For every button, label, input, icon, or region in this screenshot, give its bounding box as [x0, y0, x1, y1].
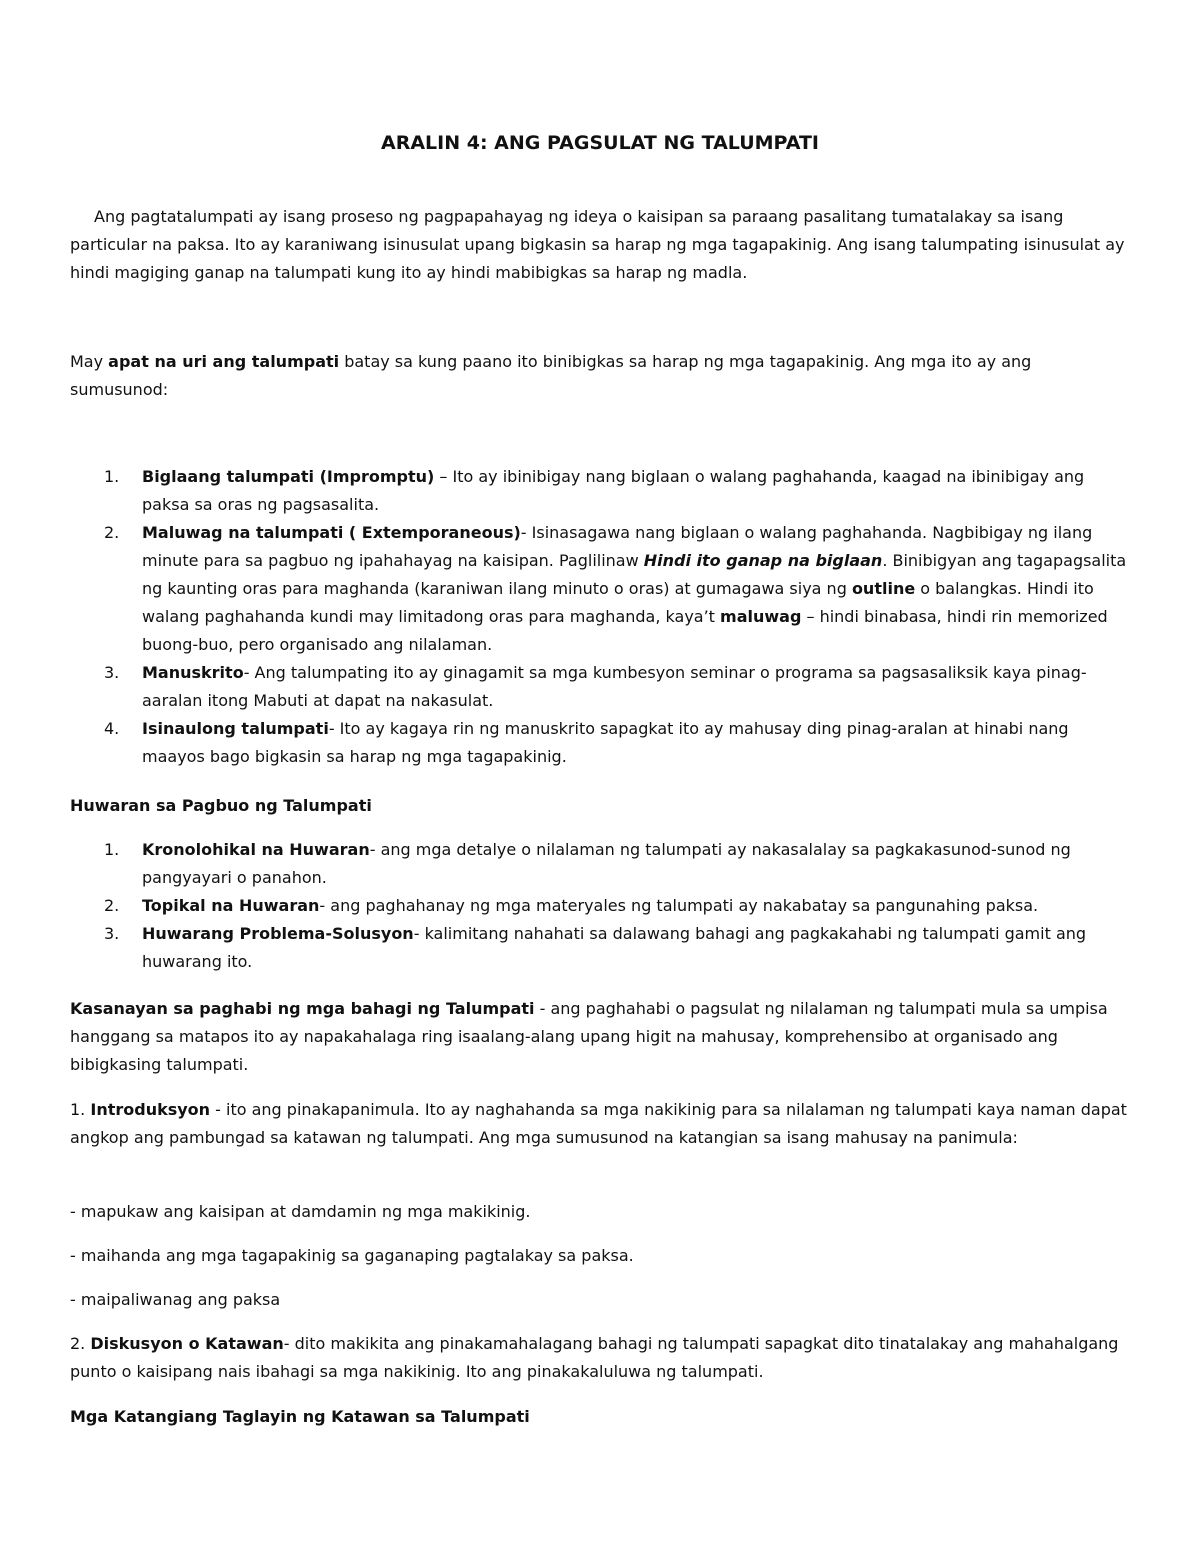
list-number: 4. [104, 719, 120, 738]
list-item [70, 463, 1132, 519]
uri-bold: apat na uri ang talumpati [108, 352, 340, 371]
page-title: ARALIN 4: ANG PAGSULAT NG TALUMPATI [381, 132, 819, 154]
list-item-term: Manuskrito [142, 663, 244, 682]
list-item-text: - kalimitang nahahati sa dalawang bahagi ang pagkakahabi ng talumpati gamit ang huwarang ito. [142, 924, 1087, 971]
diskusyon-term: Diskusyon o Katawan [90, 1334, 284, 1353]
kasanayan-term: Kasanayan sa paghabi ng mga bahagi ng Talumpati [70, 999, 535, 1018]
introduksyon-term: Introduksyon [90, 1100, 211, 1119]
kasanayan-text: - ang paghahabi o pagsulat ng nilalaman ng talumpati mula sa umpisa hanggang sa matapos ito ay napakahalaga ring isaalang-alang upang higit na mahusay, komprehensibo at organisado ang bibigkasing talumpati. [70, 999, 1108, 1074]
list-item-term: Biglaang talumpati (Impromptu) [142, 467, 435, 486]
bullet-line: - maihanda ang mga tagapakinig sa gaganaping pagtalakay sa paksa. [70, 1246, 634, 1265]
list-item-term: Maluwag na talumpati ( Extemporaneous) [142, 523, 521, 542]
list-item-term: Isinaulong talumpati [142, 719, 329, 738]
outline-term: outline [851, 579, 916, 598]
list-item-term: Topikal na Huwaran [142, 896, 320, 915]
diskusyon-paragraph [70, 1330, 1132, 1386]
list-number: 3. [104, 663, 120, 682]
list-item [70, 920, 1132, 976]
uri-post: batay sa kung paano ito binibigkas sa harap ng mga tagapakinig. Ang mga ito ay ang sumusunod: [70, 352, 1032, 399]
kasanayan-paragraph [70, 995, 1132, 1079]
list-item [70, 659, 1132, 715]
list-item-text: - Ito ay kagaya rin ng manuskrito sapagkat ito ay mahusay ding pinag-aralan at hinabi nang maayos bago bigkasin sa harap ng mga tagapakinig. [142, 719, 1069, 766]
list-item-text: o balangkas. Hindi ito walang paghahanda kundi may limitadong oras para maghanda, kaya’t [142, 579, 1094, 626]
list-item-text: – Ito ay ibinibigay nang biglaan o walang paghahanda, kaagad na ibinibigay ang paksa sa oras ng pagsasalita. [142, 467, 1085, 514]
list-item [70, 892, 1132, 920]
list-item-text: - ang mga detalye o nilalaman ng talumpati ay nakasalalay sa pagkakasunod-sunod ng pangyayari o panahon. [142, 840, 1071, 887]
bullet-line: - mapukaw ang kaisipan at damdamin ng mga makikinig. [70, 1202, 531, 1221]
uri-list [70, 463, 1132, 771]
list-item-text: - ang paghahanay ng mga materyales ng talumpati ay nakabatay sa pangunahing paksa. [319, 896, 1039, 915]
list-item-text: - Ang talumpating ito ay ginagamit sa mga kumbesyon seminar o programa sa pagsasaliksik kaya pinag-aaralan itong Mabuti at dapat na nakasulat. [142, 663, 1087, 710]
maluwag-term: maluwag [720, 607, 802, 626]
huwaran-heading: Huwaran sa Pagbuo ng Talumpati [70, 796, 372, 815]
list-number: 3. [104, 924, 120, 943]
list-number: 1. [104, 467, 120, 486]
list-number: 2. [104, 896, 120, 915]
introduksyon-text: - ito ang pinakapanimula. Ito ay naghahanda sa mga nakikinig para sa nilalaman ng talumpati kaya naman dapat angkop ang pambungad sa katawan ng talumpati. Ang mga sumusunod na katangian sa isang mahusay na panimula: [70, 1100, 1127, 1147]
list-number: 1. [104, 840, 120, 859]
intro-paragraph: Ang pagtatalumpati ay isang proseso ng pagpapahayag ng ideya o kaisipan sa paraang pasalitang tumatalakay sa isang particular na paksa. Ito ay karaniwang isinusulat upang bigkasin sa harap ng mga tagapakinig. Ang isang talumpating isinusulat ay hindi magiging ganap na talumpati kung ito ay hindi mabibigkas sa harap ng madla. [70, 207, 1125, 282]
diskusyon-text: - dito makikita ang pinakamahalagang bahagi ng talumpati sapagkat dito tinatalakay ang mahahalgang punto o kaisipang nais ibahagi sa mga nakikinig. Ito ang pinakakaluluwa ng talumpati. [70, 1334, 1119, 1381]
list-item-text: – hindi binabasa, hindi rin memorized buong-buo, pero organisado ang nilalaman. [142, 607, 1108, 654]
list-item [70, 715, 1132, 771]
emphasis-text: Hindi ito ganap na biglaan [643, 551, 883, 570]
uri-pre: May [70, 352, 109, 371]
list-item [70, 836, 1132, 892]
katangian-heading: Mga Katangiang Taglayin ng Katawan sa Talumpati [70, 1407, 530, 1426]
section-number: 1. [70, 1100, 91, 1119]
list-item-text: - Isinasagawa nang biglaan o walang paghahanda. Nagbibigay ng ilang minute para sa pagbuo ng ipahahayag na kaisipan. Paglilinaw [142, 523, 1093, 570]
huwaran-list [70, 836, 1132, 976]
section-number: 2. [70, 1334, 91, 1353]
list-item-term: Kronolohikal na Huwaran [142, 840, 370, 859]
introduksyon-paragraph [70, 1096, 1132, 1152]
list-item-term: Huwarang Problema-Solusyon [142, 924, 414, 943]
list-item-text: . Binibigyan ang tagapagsalita ng kaunting oras para maghanda (karaniwan ilang minuto o oras) at gumagawa siya ng [142, 551, 1127, 598]
list-number: 2. [104, 523, 120, 542]
uri-paragraph [70, 348, 1132, 404]
list-item [70, 519, 1132, 659]
bullet-line: - maipaliwanag ang paksa [70, 1290, 281, 1309]
